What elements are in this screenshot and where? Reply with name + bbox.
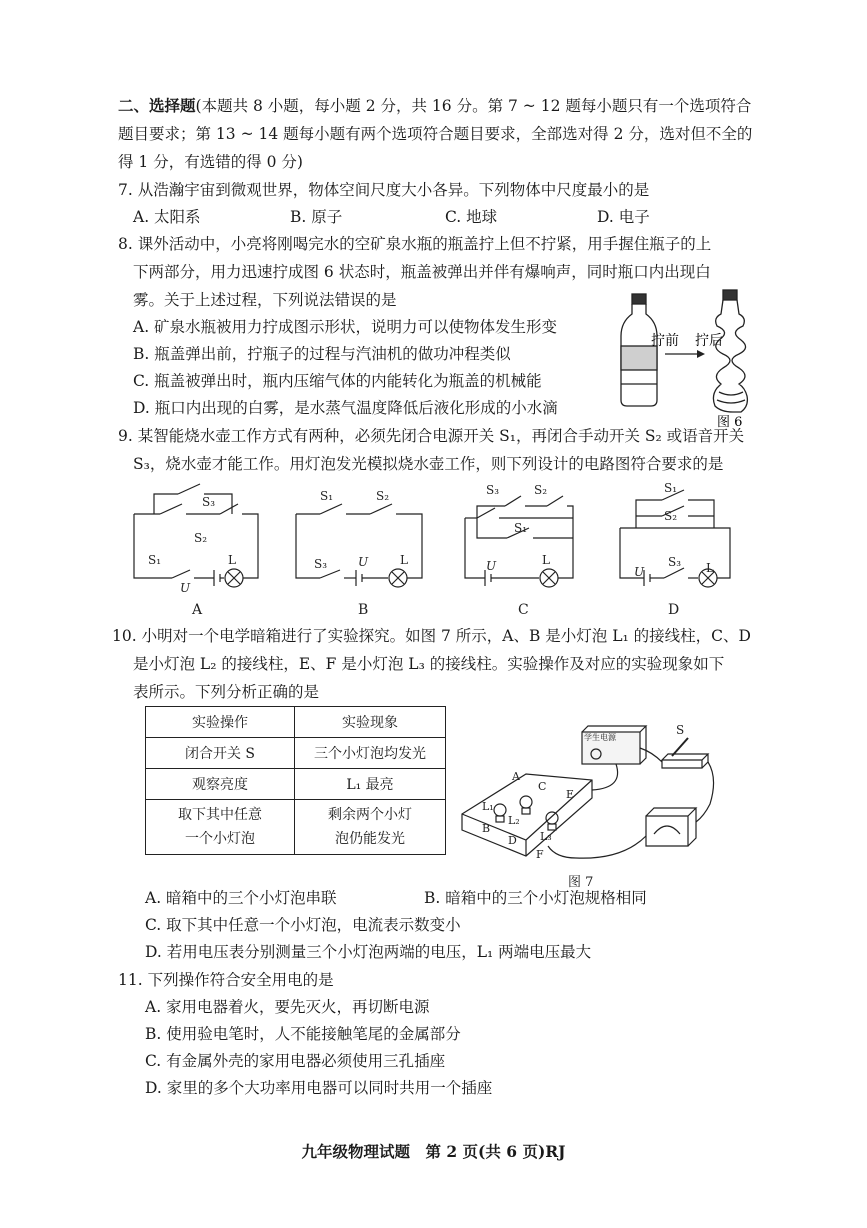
section-instructions-1: (本题共 8 小题，每小题 2 分，共 16 分。第 7 ~ 12 题每小题只有一个选项符合 xyxy=(195,97,752,115)
circuit-b-label: B xyxy=(358,602,369,618)
q10-stem-1: 10. 小明对一个电学暗箱进行了实验探究。如图 7 所示，A、B 是小灯泡 L₁ 的接线柱，C、D xyxy=(112,627,751,645)
q8-stem-3: 雾。关于上述过程，下列说法错误的是 xyxy=(133,291,397,309)
terminal-c: C xyxy=(538,780,547,793)
q9-stem-2: S₃，烧水壶才能工作。用灯泡发光模拟烧水壶工作，则下列设计的电路图符合要求的是 xyxy=(133,455,724,473)
q11-option-d: D. 家里的多个大功率用电器可以同时共用一个插座 xyxy=(145,1079,493,1097)
fig6-caption: 图 6 xyxy=(717,415,743,428)
q9-circuits xyxy=(120,478,740,618)
q11-option-c: C. 有金属外壳的家用电器必须使用三孔插座 xyxy=(145,1052,446,1070)
page-footer: 九年级物理试题 第 2 页(共 6 页)RJ xyxy=(301,1142,566,1161)
circuit-a-s1: S₁ xyxy=(148,553,162,567)
q10-option-c: C. 取下其中任意一个小灯泡，电流表示数变小 xyxy=(145,916,461,934)
terminal-a: A xyxy=(512,770,520,783)
circuit-c xyxy=(465,496,573,587)
power-supply-label: 学生电源 xyxy=(584,733,616,742)
table-header-row xyxy=(146,707,446,738)
table-cell: 取下其中任意 一个小灯泡 xyxy=(146,800,295,855)
terminal-d: D xyxy=(508,834,517,847)
lamp-l2 xyxy=(520,796,532,814)
q8-stem-2: 下两部分，用力迅速拧成图 6 状态时，瓶盖被弹出并伴有爆响声，同时瓶口内出现白 xyxy=(133,263,711,281)
fig6-before-label: 拧前 xyxy=(651,333,679,349)
circuit-a-l: L xyxy=(228,553,236,567)
experiment-table xyxy=(145,706,446,855)
fig6-arrow-head xyxy=(697,350,705,358)
circuit-c-l: L xyxy=(542,553,550,567)
figure-7 xyxy=(456,718,746,890)
bottle-before-image xyxy=(621,294,657,406)
q8-option-c: C. 瓶盖被弹出时，瓶内压缩气体的内能转化为瓶盖的机械能 xyxy=(133,372,542,390)
circuit-b-u: U xyxy=(358,555,369,569)
q8-option-d: D. 瓶口内出现的白雾，是水蒸气温度降低后液化形成的小水滴 xyxy=(133,399,558,417)
fig7-caption: 图 7 xyxy=(568,875,594,890)
circuit-b-s2: S₂ xyxy=(376,489,390,503)
lamp-label-l1: L₁ xyxy=(482,800,494,813)
circuit-c-s3: S₃ xyxy=(486,483,500,497)
table-row xyxy=(146,738,446,769)
q8-stem-1: 8. 课外活动中，小亮将刚喝完水的空矿泉水瓶的瓶盖拧上但不拧紧，用手握住瓶子的上 xyxy=(118,235,712,253)
figure-6 xyxy=(605,288,765,428)
circuit-d-u: U xyxy=(634,565,645,579)
circuit-b xyxy=(296,504,422,587)
table-cell: 观察亮度 xyxy=(146,769,295,800)
circuit-b-s1: S₁ xyxy=(320,489,334,503)
fig7-switch-label: S xyxy=(676,723,685,737)
q7-option-b: B. 原子 xyxy=(290,208,343,226)
q10-option-a: A. 暗箱中的三个小灯泡串联 xyxy=(145,889,337,907)
circuit-a-label: A xyxy=(192,602,203,618)
dark-box xyxy=(462,774,592,856)
table-cell: 三个小灯泡均发光 xyxy=(295,738,446,769)
q10-option-b: B. 暗箱中的三个小灯泡规格相同 xyxy=(424,889,647,907)
q11-option-a: A. 家用电器着火，要先灭火，再切断电源 xyxy=(145,998,430,1016)
circuit-c-s2: S₂ xyxy=(534,483,548,497)
q7-option-c: C. 地球 xyxy=(445,208,498,226)
q9-stem-1: 9. 某智能烧水壶工作方式有两种，必须先闭合电源开关 S₁，再闭合手动开关 S₂ 或语音开关 xyxy=(118,427,745,445)
lamp-label-l2: L₂ xyxy=(508,814,520,827)
circuit-a-s2: S₂ xyxy=(194,531,208,545)
circuit-c-s1: S₁ xyxy=(514,521,528,535)
section-title: 二、选择题 xyxy=(118,96,196,115)
q7-stem: 7. 从浩瀚宇宙到微观世界，物体空间尺度大小各异。下列物体中尺度最小的是 xyxy=(118,181,650,199)
table-cell: 闭合开关 S xyxy=(146,738,295,769)
lamp-l1 xyxy=(494,804,506,822)
lamp-l3 xyxy=(546,812,558,830)
circuit-d-s2: S₂ xyxy=(664,509,678,523)
terminal-b: B xyxy=(482,822,491,835)
q7-option-d: D. 电子 xyxy=(597,208,650,226)
circuit-a-s3: S₃ xyxy=(202,495,216,509)
q10-stem-3: 表所示。下列分析正确的是 xyxy=(133,683,320,701)
circuit-d-label: D xyxy=(668,602,680,618)
knife-switch xyxy=(662,754,708,768)
fig6-after-label: 拧后 xyxy=(695,333,723,349)
q10-option-d: D. 若用电压表分别测量三个小灯泡两端的电压，L₁ 两端电压最大 xyxy=(145,943,592,961)
lamp-label-l3: L₃ xyxy=(540,830,552,843)
section-header xyxy=(118,96,751,116)
terminal-e: E xyxy=(566,788,575,801)
circuit-c-label: C xyxy=(518,602,529,618)
q10-stem-2: 是小灯泡 L₂ 的接线柱，E、F 是小灯泡 L₃ 的接线柱。实验操作及对应的实验现象如下 xyxy=(133,655,725,673)
bottle-after-image xyxy=(713,290,747,412)
circuit-d-s3: S₃ xyxy=(668,555,682,569)
table-cell: 剩余两个小灯 泡仍能发光 xyxy=(295,800,446,855)
q11-option-b: B. 使用验电笔时，人不能接触笔尾的金属部分 xyxy=(145,1025,461,1043)
circuit-b-s3: S₃ xyxy=(314,557,328,571)
section-instructions-3: 得 1 分，有选错的得 0 分) xyxy=(118,153,303,171)
circuit-d-l: L xyxy=(706,561,714,575)
q11-stem: 11. 下列操作符合安全用电的是 xyxy=(118,971,334,989)
circuit-c-u: U xyxy=(486,559,497,573)
table-header: 实验现象 xyxy=(295,707,446,738)
q8-option-b: B. 瓶盖弹出前，拧瓶子的过程与汽油机的做功冲程类似 xyxy=(133,345,511,363)
q8-option-a: A. 矿泉水瓶被用力拧成图示形状，说明力可以使物体发生形变 xyxy=(133,318,558,336)
section-instructions-2: 题目要求；第 13 ~ 14 题每小题有两个选项符合题目要求，全部选对得 2 分，选对但不全的 xyxy=(118,125,753,143)
circuit-d-s1: S₁ xyxy=(664,481,678,495)
table-header: 实验操作 xyxy=(146,707,295,738)
circuit-b-l: L xyxy=(400,553,408,567)
table-row xyxy=(146,800,446,855)
terminal-f: F xyxy=(536,848,544,861)
q7-option-a: A. 太阳系 xyxy=(133,208,201,226)
table-cell: L₁ 最亮 xyxy=(295,769,446,800)
circuit-a-u: U xyxy=(180,581,191,595)
table-row xyxy=(146,769,446,800)
